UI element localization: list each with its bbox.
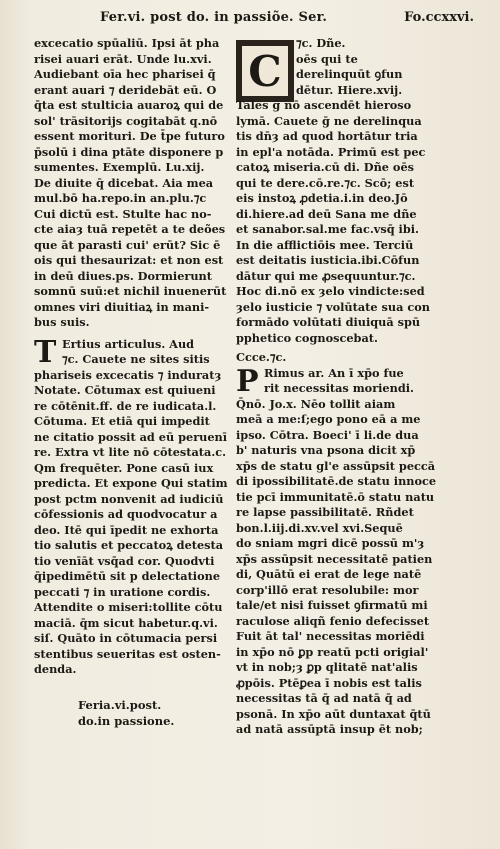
text-line: re cōtēnit.ff. de re iudicata.l. [34, 398, 217, 413]
section-initial-t: T [34, 334, 57, 370]
text-line: corp'illō erat resolubile: mor [236, 582, 419, 597]
text-line: que āt parasti cui' erūt? Sic ē [34, 237, 221, 252]
left-column [34, 36, 232, 678]
text-line: maciā. q̄m sicut habetur.q.vi. [34, 615, 218, 630]
text-line: in xp̄o nō ꝑp reatū pcti origial' [236, 644, 429, 659]
left-section [34, 334, 232, 678]
text-line: Fuit āt tal' necessitas moriēdi [236, 629, 425, 643]
text-line: q̄ta est stulticia auaroꝝ qui de [34, 98, 224, 112]
right-column [236, 36, 448, 738]
text-line: di, Quātū ei erat de lege natē [236, 567, 422, 581]
text-line: oēs qui te [296, 51, 358, 66]
right-section [236, 363, 448, 738]
left-section-text [34, 334, 232, 678]
text-line: tio salutis et peccatoꝝ detesta [34, 538, 224, 552]
text-line: q̄ipedimētū sit p delectatione [34, 569, 221, 583]
text-line: tale/et nisi fuisset ꝯfirmatū mi [236, 598, 428, 612]
text-line: Q̄nō. Jo.x. Nēo tollit aiam [236, 396, 396, 411]
text-line: sumentes. Exemplū. Lu.xij. [34, 160, 205, 174]
text-line: ad natā assūptā insup ēt nob; [236, 722, 423, 736]
text-line: tio venīāt vsq̄ad cor. Quodvti [34, 553, 215, 568]
text-line: et sanabor.sal.me fac.vsq̄ ibi. [236, 222, 419, 236]
section-heading: Ccce.⁊c. [236, 350, 287, 364]
text-line: risei auari erāt. Unde lu.xvi. [34, 51, 212, 66]
text-line: Audiebant oīa hec pharisei q̄ [34, 67, 216, 81]
text-line: excecatio spūaliū. Ipsi āt pha [34, 36, 220, 50]
text-line: Rimus ar. An ī xp̄o fue [264, 365, 404, 380]
text-line: deo. Itē qui īpedit ne exhorta [34, 522, 219, 537]
text-line: peccati ⁊ in uratione cordis. [34, 584, 211, 599]
text-line: lymā. Cauete ḡ ne derelinqua [236, 113, 422, 128]
text-line: siſ. Quāto in cōtumacia persi [34, 631, 218, 645]
text-line: rit necessitas moriendi. [264, 381, 414, 395]
text-line: pphetico cognoscebat. [236, 330, 378, 345]
footer-line: do.in passione. [78, 713, 175, 728]
right-top-text [236, 36, 448, 98]
text-line: denda. [34, 662, 77, 676]
text-line: do sniam mgri dicē possū m'ȝ [236, 536, 425, 550]
text-line: Cōtuma. Et etiā qui impedit [34, 414, 210, 428]
text-line: re lapse passibilitatē. Rñdet [236, 505, 414, 519]
text-line: Qm frequēter. Pone casū iux [34, 460, 214, 475]
text-line: cōfessionis ad quodvocatur a [34, 507, 218, 521]
folio-number: Fo.ccxxvi. [404, 10, 474, 25]
text-line: erant auari ⁊ deridebāt eū. O [34, 82, 217, 97]
text-line: phariseis excecatis ⁊ induratȝ [34, 367, 222, 382]
text-line: mul.bō ha.repo.in an.plu.⁊c [34, 191, 207, 205]
text-line: Tales ḡ nō ascendēt hieroso [236, 98, 412, 112]
right-main-text [236, 98, 448, 346]
text-line: p̄solū i dina ptāte disponere p [34, 144, 224, 159]
text-line: meā a me:ſ;ego pono eā a me [236, 412, 421, 426]
text-line: Attendite o miseri:tollite cōtu [34, 600, 223, 614]
right-section-text [236, 363, 448, 738]
left-main-text [34, 36, 232, 331]
text-line: tis dn̄ȝ ad quod hortātur tria [236, 129, 418, 143]
text-line: Ertius articulus. Aud [62, 336, 195, 351]
text-line: in deū diues.ps. Dormierunt [34, 268, 212, 283]
text-line: dētur. Hiere.xvij. [296, 82, 403, 97]
text-line: sol' trāsitorijs cogitabāt q.nō [34, 113, 218, 128]
text-line: di ipossibilitatē.de statu innoce [236, 474, 437, 488]
text-line: b' naturis vna psona dicit xp̄ [236, 443, 416, 457]
footer-line: Feria.vi.post. [78, 698, 162, 712]
text-line: post pctm nonvenit ad iudiciū [34, 491, 224, 506]
text-line: stentibus seueritas est osten- [34, 646, 221, 661]
text-line: tie pcī immunitatē.ō statu natu [236, 489, 435, 504]
text-line: De diuite q̄ dicebat. Aia mea [34, 175, 214, 190]
text-line: omnes viri diuitiaꝝ in mani- [34, 299, 210, 314]
text-line: ipso. Cōtra. Boeci' ī li.de dua [236, 427, 419, 442]
text-line: Cui dictū est. Stulte hac no- [34, 206, 212, 221]
footer-note [78, 697, 174, 728]
text-line: vt in nob;ȝ ꝑp qlitatē nat'alis [236, 660, 418, 674]
text-line: in epl'a notāda. Primū est pec [236, 144, 426, 159]
text-line: ȝelo iusticie ⁊ volūtate sua con [236, 299, 430, 314]
text-line: bon.l.iij.di.xv.vel xvi.Sequē [236, 520, 403, 535]
text-line: ne citatio possit ad eū peruenī [34, 429, 228, 444]
text-line: est deitatis iusticia.ibi.Cōfun [236, 253, 420, 267]
text-line: In die afflictiōis mee. Terciū [236, 237, 414, 252]
section-initial-p: P [236, 363, 259, 399]
text-line: psonā. In xp̄o aūt duntaxat q̄tū [236, 706, 431, 721]
text-line: catoꝝ miseria.cū di. Dñe oēs [236, 160, 414, 174]
text-line: essent morituri. De t̄pe futuro [34, 129, 225, 143]
text-line: necessitas tā q̄ ad natā q̄ ad [236, 691, 412, 705]
text-line: raculose aliqñ fenio defecisset [236, 613, 430, 628]
text-line: Notate. Cōtumax est quiueni [34, 383, 216, 397]
text-line: cte aiaȝ tuā repetēt a te deões [34, 222, 226, 236]
text-line: ⁊c. Dñe. [296, 36, 346, 50]
text-line: di.hiere.ad deū Sana me dñe [236, 206, 417, 221]
text-line: ꝓpōis. Ptēꝑea ī nobis est talis [236, 675, 422, 690]
text-line: bus suis. [34, 315, 90, 329]
text-line: predicta. Et expone Qui statim [34, 476, 228, 490]
text-line: qui te dere.cō.re.⁊c. Scō; est [236, 175, 415, 190]
text-line: re. Extra vt lite nō cōtestata.c. [34, 445, 227, 459]
text-line: formādo volūtati diuiquā spū [236, 315, 421, 329]
text-line: ⁊c. Cauete ne sites sitis [62, 352, 210, 366]
text-line: dātur qui me ꝓsequuntur.⁊c. [236, 268, 416, 283]
running-head: Fer.vi. post do. in passiõe. Ser. [100, 10, 328, 25]
decorated-initial-letter: C [248, 46, 282, 96]
text-line: Hoc di.nō ex ȝelo vindicte:sed [236, 284, 425, 298]
text-line: xp̄s de statu gl'e assūpsit peccā [236, 458, 436, 473]
text-line: xp̄s assūpsit necessitatē patien [236, 551, 433, 566]
text-line: derelinquūt ꝯfun [296, 67, 403, 81]
text-line: ois qui thesaurizat: et non est [34, 253, 224, 267]
text-line: somnū suū:et nichil inuenerūt [34, 284, 227, 298]
text-line: eis instoꝝ ꝓdetia.i.in deo.Jō [236, 191, 408, 205]
